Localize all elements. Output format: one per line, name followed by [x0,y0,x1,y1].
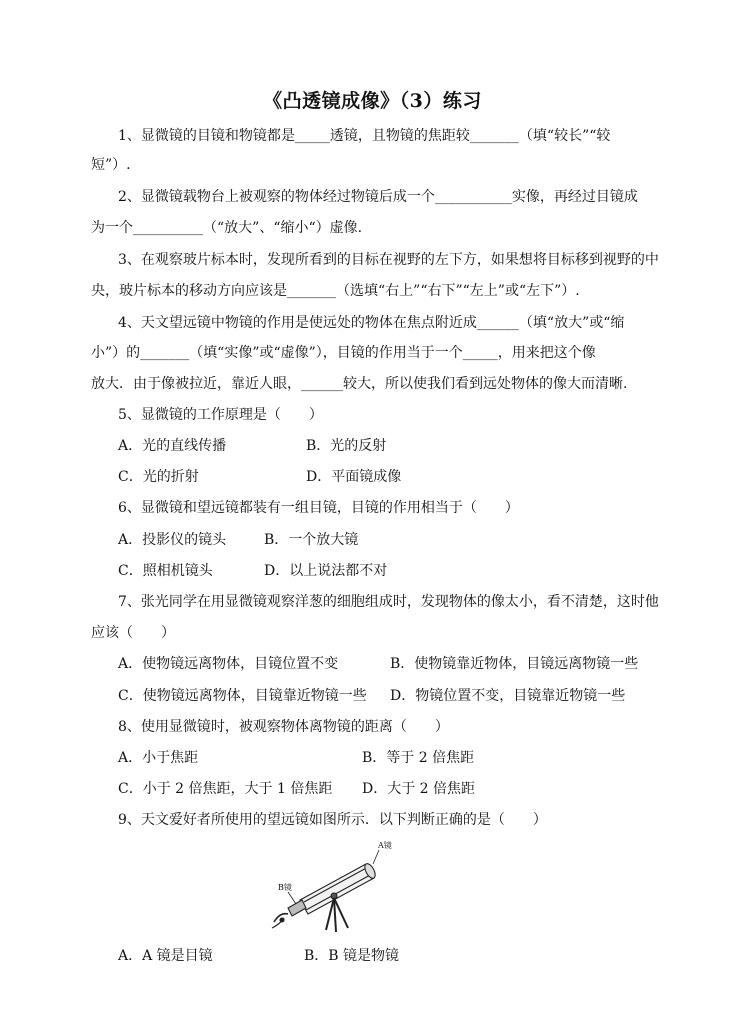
q3-line-2: 央，玻片标本的移动方向应该是_______（选填“右上”“右下”“左上”或“左下”）. [91,283,580,299]
q6-stem: 6、显微镜和望远镜都装有一组目镜，目镜的作用相当于（ ） [118,500,519,516]
q8-option-b: B．等于 2 倍焦距 [362,750,475,766]
q7-option-d: D．物镜位置不变，目镜靠近物镜一些 [390,688,626,704]
q1-line-1: 1、显微镜的目镜和物镜都是_____透镜，且物镜的焦距较_______（填“较长”“较 [118,128,611,144]
label-b-lens: B镜 [278,883,292,892]
q5-option-d: D．平面镜成像 [306,469,402,485]
telescope-figure [266,838,396,936]
q6-option-c: C．照相机镜头 [118,563,213,579]
q6-option-b: B．一个放大镜 [264,532,359,548]
q9-option-b: B．B 镜是物镜 [304,948,400,964]
q6-option-a: A．投影仪的镜头 [118,532,227,548]
q9-stem: 9、天文爱好者所使用的望远镜如图所示．以下判断正确的是（ ） [118,812,547,828]
q5-option-c: C．光的折射 [118,469,199,485]
q7-line-1: 7、张光同学在用显微镜观察洋葱的细胞组成时，发现物体的像太小，看不清楚，这时他 [118,594,659,610]
q8-option-d: D．大于 2 倍焦距 [362,781,476,797]
q5-stem: 5、显微镜的工作原理是（ ） [118,407,323,423]
q8-option-c: C．小于 2 倍焦距，大于 1 倍焦距 [118,781,333,797]
q6-option-d: D．以上说法都不对 [264,563,388,579]
q4-line-1: 4、天文望远镜中物镜的作用是使远处的物体在焦点附近成______（填“放大”或“缩 [118,315,625,331]
q9-option-a: A．A 镜是目镜 [118,948,213,964]
q7-option-a: A．使物镜远离物体，目镜位置不变 [118,656,339,672]
q7-option-c: C．使物镜远离物体，目镜靠近物镜一些 [118,688,367,704]
q1-line-2: 短”）. [91,157,131,173]
q4-line-2: 小”）的_______（填“实像”或“虚像”），目镜的作用当于一个_____，用来把这个像 [91,345,596,361]
q4-line-3: 放大．由于像被拉近，靠近人眼，______较大，所以使我们看到远处物体的像大而清晰. [91,376,628,392]
q8-option-a: A．小于焦距 [118,750,199,766]
q3-line-1: 3、在观察玻片标本时，发现所看到的目标在视野的左下方，如果想将目标移到视野的中 [118,252,659,268]
q7-line-2: 应该（ ） [91,625,175,641]
q8-stem: 8、使用显微镜时，被观察物体离物镜的距离（ ） [118,719,449,735]
q7-option-b: B．使物镜靠近物体，目镜远离物镜一些 [390,656,639,672]
label-a-lens: A镜 [378,841,392,850]
q2-line-1: 2、显微镜载物台上被观察的物体经过物镜后成一个___________实像，再经过目镜成 [118,189,638,205]
page-title: 《凸透镜成像》（3）练习 [263,90,482,112]
q2-line-2: 为一个__________（“放大”、“缩小“）虚像. [91,220,363,236]
q5-option-a: A．光的直线传播 [118,438,227,454]
q5-option-b: B．光的反射 [306,438,387,454]
